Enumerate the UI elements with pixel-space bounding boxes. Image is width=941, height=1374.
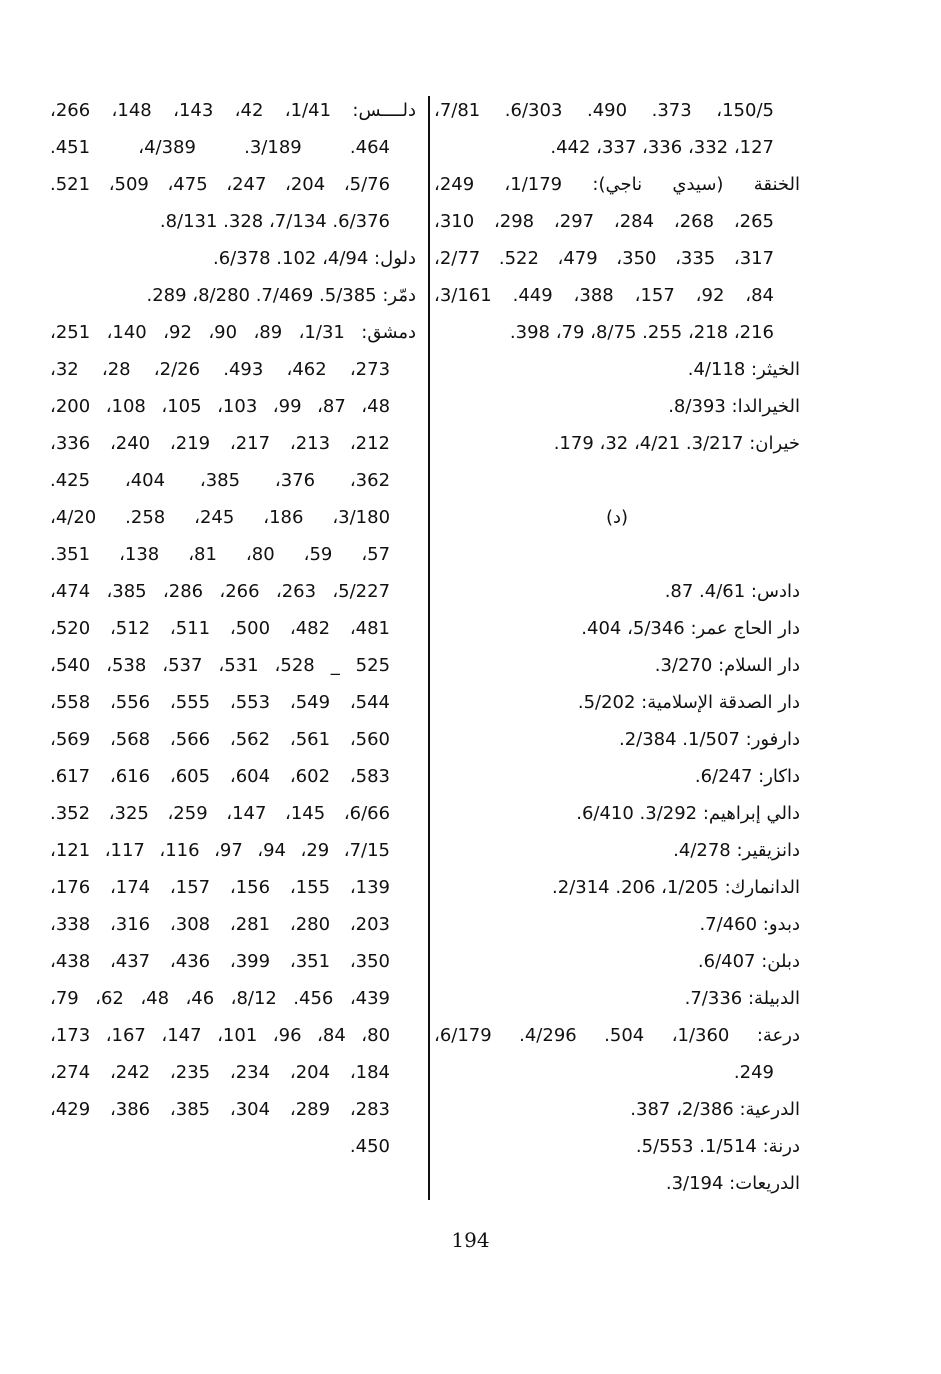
index-line: دار السلام: 3/270. [654,655,800,676]
index-line: 6/66، 145، 147، 259، 325، 352. [50,803,391,824]
index-line: 150/5، 373. 490. 6/303. 7/81، [434,100,774,121]
index-line: دمشق: 1/31، 89، 90، 92، 140، 251، [50,322,417,343]
index-line: خيران: 3/217. 4/21، 32، 179. [553,433,800,454]
blank-line [434,536,800,573]
index-line: 525 _ 528، 531، 537، 538، 540، [50,655,391,676]
index-line: 48، 87، 99، 103، 105، 108، 200، [50,396,391,417]
index-line: 57، 59، 80، 81، 138، 351. [50,544,391,565]
index-line: درعة: 1/360، 504. 4/296. 6/179، [434,1025,800,1046]
index-line: 212، 213، 217، 219، 240، 336، [50,433,391,454]
index-line: دلول: 4/94، 102. 6/378. [212,248,416,269]
index-line: دادس: 4/61. 87. [664,581,800,602]
index-line: الخنقة (سيدي ناجي): 1/179، 249، [434,174,800,195]
page-number: 194 [451,1228,490,1252]
index-line: الخيثر: 4/118. [687,359,800,380]
index-line: دمّر: 5/385. 7/469. 8/280، 289. [146,285,416,306]
index-line: درنة: 1/514. 5/553. [635,1136,800,1157]
index-line: 249. [733,1062,774,1083]
index-line: 362، 376، 385، 404، 425. [50,470,391,491]
index-line: 5/227، 263، 266، 286، 385، 474، [50,581,391,602]
index-line: 127، 332، 336، 337، 442. [550,137,774,158]
index-line: الدبيلة: 7/336. [684,988,800,1009]
index-line: داكار: 6/247. [694,766,800,787]
index-line: دلــــس: 1/41، 42، 143، 148، 266، [50,100,417,121]
blank-line [434,462,800,499]
index-column-left [50,92,416,1165]
index-line: 3/180، 186، 245، 258. 4/20، [50,507,391,528]
index-line: دانزيقير: 4/278. [673,840,800,861]
index-line: 544، 549، 553، 555، 556، 558، [50,692,391,713]
index-line: 317، 335، 350، 479، 522. 2/77، [434,248,775,269]
index-line: 583، 602، 604، 605، 616، 617. [50,766,391,787]
index-line: 560، 561، 562، 566، 568، 569، [50,729,391,750]
index-line: دارفور: 1/507. 2/384. [618,729,800,750]
index-line: 350، 351، 399، 436، 437، 438، [50,951,391,972]
index-line: الخيرالدا: 8/393. [668,396,800,417]
index-line: 7/15، 29، 94، 97، 116، 117، 121، [50,840,390,861]
index-column-right [434,92,800,1202]
index-line: دبدو: 7/460. [699,914,800,935]
index-line: دار الصدقة الإسلامية: 5/202. [577,692,800,713]
index-line: دبلن: 6/407. [697,951,800,972]
index-line: 439، 456. 8/12، 46، 48، 62، 79، [50,988,390,1009]
section-letter-heading: (د) [605,507,629,528]
index-line: 184، 204، 234، 235، 242، 274، [50,1062,391,1083]
index-line: الدانمارك: 1/205، 206. 2/314. [552,877,800,898]
column-divider [428,96,430,1200]
index-line: 6/376. 7/134، 328. 8/131. [159,211,390,232]
index-line: 80، 84، 96، 101، 147، 167، 173، [50,1025,391,1046]
index-line: الدرعية: 2/386، 387. [630,1099,800,1120]
index-line: 481، 482، 500، 511، 512، 520، [50,618,391,639]
index-line: 265، 268، 284، 297، 298، 310، [434,211,775,232]
index-line: الدريعات: 3/194. [665,1173,800,1194]
index-line: 283، 289، 304، 385، 386، 429، [50,1099,391,1120]
index-line: 84، 92، 157، 388، 449. 3/161، [434,285,775,306]
index-line: 273، 462، 493. 2/26، 28، 32، [50,359,391,380]
index-line: 450. [349,1136,390,1157]
index-line: دار الحاج عمر: 5/346، 404. [581,618,800,639]
index-line: 5/76، 204، 247، 475، 509، 521. [50,174,391,195]
index-line: 139، 155، 156، 157، 174، 176، [50,877,391,898]
index-line: 216، 218، 255. 8/75، 79، 398. [509,322,774,343]
index-line: دالي إبراهيم: 3/292. 6/410. [576,803,800,824]
index-line: 203، 280، 281، 308، 316، 338، [50,914,391,935]
index-line: 464. 3/189. 4/389، 451. [50,137,390,158]
